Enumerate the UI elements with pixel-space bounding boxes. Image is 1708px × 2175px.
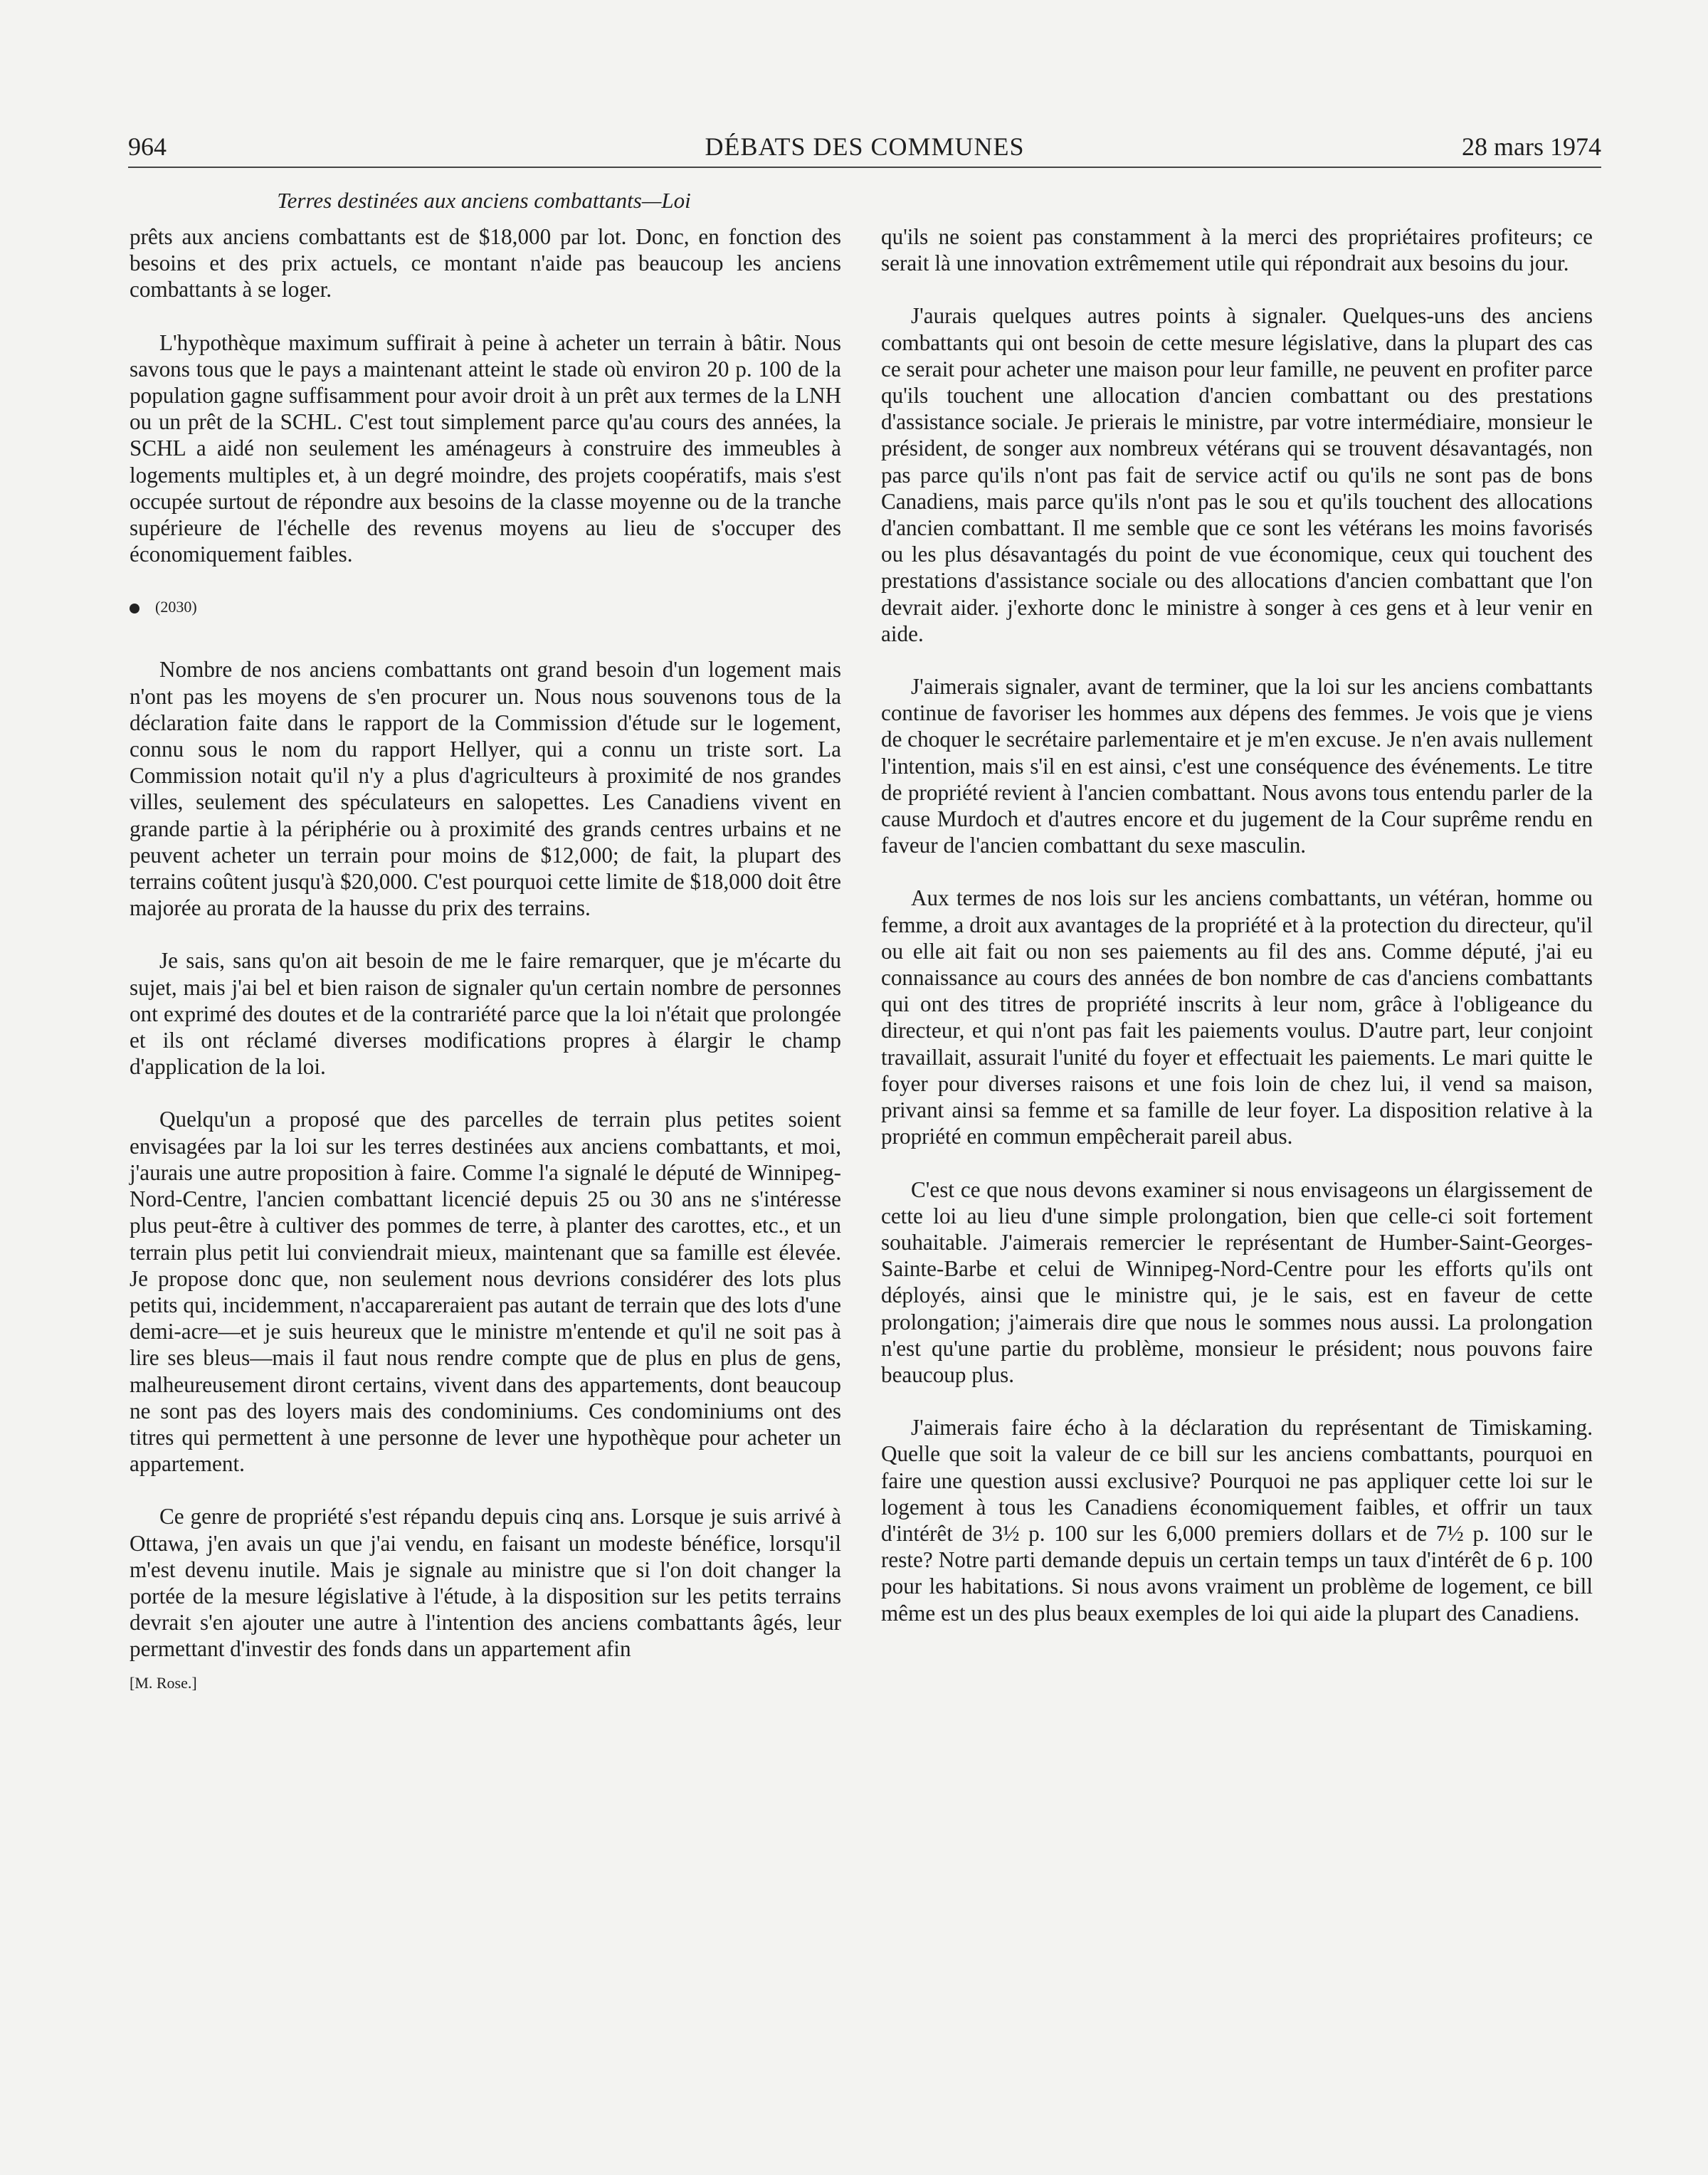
paragraph: J'aimerais signaler, avant de terminer, que la loi sur les anciens combattants continue de favoriser les hommes aux dépens des femmes. Je vois que je viens de choquer le secrétaire parlementaire et je m'en excuse. Je n'en avais nullement l'intention, mais s'il en est ainsi, c'est une conséquence des événements. Le titre de propriété revient à l'ancien combattant. Nous avons tous entendu parler de la cause Murdoch et d'autres encore et du jugement de la Cour suprême rendu en faveur de l'ancien combattant du sexe masculin. [881,674,1593,858]
page-number: 964 [128,132,167,161]
paragraph: C'est ce que nous devons examiner si nous envisageons un élargissement de cette loi au lieu d'une simple prolongation, bien que celle-ci soit fortement souhaitable. J'aimerais remercier le représentant de Humber-Saint-Georges-Sainte-Barbe et celui de Winnipeg-Nord-Centre pour les efforts qu'ils ont déployés, ainsi que le ministre qui, je le sais, est en faveur de cette prolongation; j'aimerais dire que nous le sommes nous aussi. La prolongation n'est qu'une partie du problème, monsieur le président; nous pouvons faire beaucoup plus. [881,1176,1593,1387]
paragraph: L'hypothèque maximum suffirait à peine à acheter un terrain à bâtir. Nous savons tous que le pays a maintenant atteint le stade où environ 20 p. 100 de la population gagne suffisamment pour avoir droit à un prêt aux termes de la LNH ou un prêt de la SCHL. C'est tout simplement parce qu'au cours des années, la SCHL a aidé non seulement les aménageurs à construire des immeubles à logements multiples et, à un degré moindre, des projets coopératifs, mais s'est occupée surtout de répondre aux besoins de la classe moyenne ou de la tranche supérieure de l'échelle des revenus moyens au lieu de s'occuper des économiquement faibles. [130,330,841,567]
paragraph: Ce genre de propriété s'est répandu depuis cinq ans. Lorsque je suis arrivé à Ottawa, j'en avais un que j'ai vendu, en faisant un modeste bénéfice, lorsqu'il m'est devenu inutile. Mais je signale au ministre que si l'on doit changer la portée de la mesure législative à l'étude, à la disposition sur les petits terrains devrait s'en ajouter une autre à l'intention des anciens combattants âgés, leur permettant d'investir des fonds dans un appartement afin [130,1504,841,1662]
paragraph: Je sais, sans qu'on ait besoin de me le faire remarquer, que je m'écarte du sujet, mais j'ai bel et bien raison de signaler qu'un certain nombre de personnes ont exprimé des doutes et de la contrariété parce que la loi n'était que prolongée et ils ont réclamé diverses modifications propres à élargir le champ d'application de la loi. [130,948,841,1080]
left-column [130,223,841,1694]
time-marker-text: (2030) [155,598,197,616]
page-header [128,127,1601,168]
speaker-attribution: [M. Rose.] [130,1673,197,1692]
paragraph: Aux termes de nos lois sur les anciens combattants, un vétéran, homme ou femme, a droit aux avantages de la propriété et à la protection du directeur, qu'il ou elle ait fait ou non ses paiements au fil des ans. Comme député, j'ai eu connaissance au cours des années de bon nombre de cas d'anciens combattants qui ont des titres de propriété inscrits à leur nom, grâce à l'obligeance du directeur, et qui n'ont pas fait les paiements voulus. D'autre part, leur conjoint travaillait, assurait l'unité du foyer et effectuait les paiements. Le mari quitte le foyer pour diverses raisons et une fois loin de chez lui, il vend sa maison, privant ainsi sa femme et sa famille de leur foyer. La disposition relative à la propriété en commun empêcherait pareil abus. [881,885,1593,1149]
publication-title: DÉBATS DES COMMUNES [705,132,1025,161]
paragraph: J'aimerais faire écho à la déclaration du représentant de Timiskaming. Quelle que soit la valeur de ce bill sur les anciens combattants, pourquoi en faire une question aussi exclusive? Pourquoi ne pas appliquer cette loi sur le logement à tous les Canadiens économiquement faibles, et offrir un taux d'intérêt de 3½ p. 100 sur les 6,000 premiers dollars et de 7½ p. 100 sur le reste? Notre parti demande depuis un certain temps un taux d'intérêt de 6 p. 100 pour les habitations. Si nous avons vraiment un problème de logement, ce bill même est un des plus beaux exemples de loi qui aide la plupart des Canadiens. [881,1415,1593,1626]
time-marker [130,594,841,620]
right-column [881,223,1593,1653]
paragraph: J'aurais quelques autres points à signaler. Quelques-uns des anciens combattants qui ont besoin de cette mesure législative, dans la plupart des cas ce serait pour acheter une maison pour leur famille, ne peuvent en profiter parce qu'ils touchent une allocation d'ancien combattant ou des prestations d'assistance sociale. Je prierais le ministre, par votre intermédiaire, monsieur le président, de songer aux nombreux vétérans qui se trouvent désavantagés, non pas parce qu'ils n'ont pas fait de service actif ou qu'ils ne sont pas de bons Canadiens, mais parce qu'ils n'ont pas le sou et qu'ils touchent des allocations d'ancien combattant. Il me semble que ce sont les vétérans les moins favorisés ou les plus désavantagés du point de vue économique, ceux qui touchent des prestations d'assistance sociale ou des allocations d'ancien combattant que l'on devrait aider. j'exhorte donc le ministre à songer à ces gens et à leur venir en aide. [881,303,1593,646]
paragraph: Quelqu'un a proposé que des parcelles de terrain plus petites soient envisagées par la loi sur les terres destinées aux anciens combattants, et moi, j'aurais une autre proposition à faire. Comme l'a signalé le député de Winnipeg-Nord-Centre, l'ancien combattant licencié depuis 25 ou 30 ans ne s'intéresse plus peut-être à cultiver des pommes de terre, à planter des carottes, etc., et un terrain plus petit lui conviendrait mieux, maintenant que sa famille est élevée. Je propose donc que, non seulement nous devrions considérer des lots plus petits qui, incidemment, n'accapareraient pas autant de terrain que des lots d'une demi-acre—et je suis heureux que le ministre m'entende et qu'il ne soit pas à lire ses bleus—mais il faut nous rendre compte que de plus en plus de gens, malheureusement diront certains, vivent dans des appartements, dont beaucoup ne sont pas des loyers mais des condominiums. Ces condominiums ont des titres qui permettent à une personne de lever une hypothèque pour acheter un appartement. [130,1107,841,1477]
bullet-dot-icon [130,604,139,613]
paragraph: qu'ils ne soient pas constamment à la merci des propriétaires profiteurs; ce serait là une innovation extrêmement utile qui répondrait aux besoins du jour. [881,224,1593,276]
paragraph: Nombre de nos anciens combattants ont grand besoin d'un logement mais n'ont pas les moyens de s'en procurer un. Nous nous souvenons tous de la déclaration faite dans le rapport de la Commission d'étude sur le logement, connu sous le nom du rapport Hellyer, qui a connu un triste sort. La Commission notait qu'il n'y a plus d'agriculteurs à proximité de nos grandes villes, seulement des spéculateurs en salopettes. Les Canadiens vivent en grande partie à la périphérie ou à proximité des grands centres urbains et ne peuvent acheter un terrain pour moins de $12,000; de fait, la plupart des terrains coûtent jusqu'à $20,000. C'est pourquoi cette limite de $18,000 doit être majorée au prorata de la hausse du prix des terrains. [130,657,841,921]
publication-date: 28 mars 1974 [1462,132,1601,161]
paragraph: prêts aux anciens combattants est de $18,000 par lot. Donc, en fonction des besoins et des prix actuels, ce montant n'aide pas beaucoup les anciens combattants à se loger. [130,224,841,302]
section-subheading: Terres destinées aux anciens combattants—Loi [277,188,691,213]
